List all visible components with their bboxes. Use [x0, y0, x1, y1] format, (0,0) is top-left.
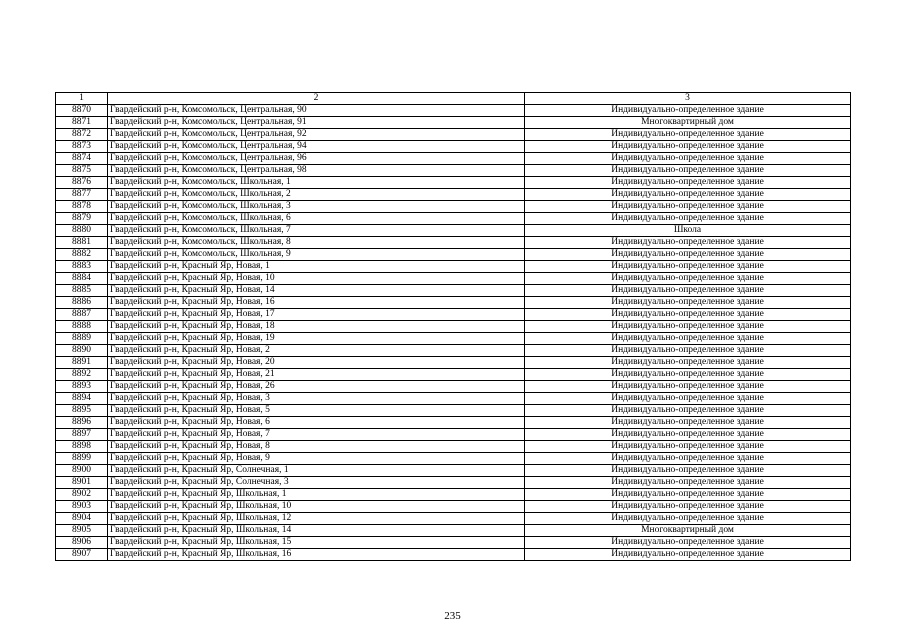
table-row — [56, 177, 851, 189]
object-type-cell: Индивидуально-определенное здание — [525, 513, 851, 525]
object-type-cell: Индивидуально-определенное здание — [525, 465, 851, 477]
table-row — [56, 465, 851, 477]
address-cell: Гвардейский р-н, Красный Яр, Новая, 9 — [108, 453, 525, 465]
address-cell: Гвардейский р-н, Красный Яр, Новая, 19 — [108, 333, 525, 345]
object-type-cell: Индивидуально-определенное здание — [525, 249, 851, 261]
address-cell: Гвардейский р-н, Красный Яр, Школьная, 1 — [108, 489, 525, 501]
object-type-cell: Индивидуально-определенное здание — [525, 453, 851, 465]
object-type-cell: Многоквартирный дом — [525, 117, 851, 129]
row-number-cell: 8886 — [56, 297, 108, 309]
address-cell: Гвардейский р-н, Комсомольск, Школьная, 9 — [108, 249, 525, 261]
object-type-cell: Индивидуально-определенное здание — [525, 489, 851, 501]
row-number-cell: 8892 — [56, 369, 108, 381]
table-row — [56, 165, 851, 177]
object-type-cell: Индивидуально-определенное здание — [525, 153, 851, 165]
row-number-cell: 8879 — [56, 213, 108, 225]
table-row — [56, 273, 851, 285]
row-number-cell: 8895 — [56, 405, 108, 417]
table-row — [56, 453, 851, 465]
object-type-cell: Индивидуально-определенное здание — [525, 477, 851, 489]
table-row — [56, 297, 851, 309]
object-type-cell: Индивидуально-определенное здание — [525, 417, 851, 429]
row-number-cell: 8876 — [56, 177, 108, 189]
page-number: 235 — [444, 610, 461, 622]
object-type-cell: Индивидуально-определенное здание — [525, 393, 851, 405]
address-cell: Гвардейский р-н, Красный Яр, Школьная, 15 — [108, 537, 525, 549]
object-type-cell: Индивидуально-определенное здание — [525, 273, 851, 285]
address-cell: Гвардейский р-н, Комсомольск, Школьная, 6 — [108, 213, 525, 225]
object-type-cell: Индивидуально-определенное здание — [525, 321, 851, 333]
row-number-cell: 8905 — [56, 525, 108, 537]
table-row — [56, 513, 851, 525]
object-type-cell: Индивидуально-определенное здание — [525, 189, 851, 201]
row-number-cell: 8880 — [56, 225, 108, 237]
address-cell: Гвардейский р-н, Комсомольск, Центральная, 96 — [108, 153, 525, 165]
row-number-cell: 8878 — [56, 201, 108, 213]
row-number-cell: 8881 — [56, 237, 108, 249]
row-number-cell: 8889 — [56, 333, 108, 345]
object-type-cell: Индивидуально-определенное здание — [525, 381, 851, 393]
address-cell: Гвардейский р-н, Красный Яр, Новая, 18 — [108, 321, 525, 333]
address-cell: Гвардейский р-н, Красный Яр, Новая, 2 — [108, 345, 525, 357]
object-type-cell: Индивидуально-определенное здание — [525, 285, 851, 297]
object-type-cell: Индивидуально-определенное здание — [525, 549, 851, 561]
object-type-cell: Индивидуально-определенное здание — [525, 237, 851, 249]
table-row — [56, 129, 851, 141]
row-number-cell: 8897 — [56, 429, 108, 441]
object-type-cell: Индивидуально-определенное здание — [525, 177, 851, 189]
address-cell: Гвардейский р-н, Красный Яр, Новая, 7 — [108, 429, 525, 441]
object-type-cell: Индивидуально-определенное здание — [525, 201, 851, 213]
address-cell: Гвардейский р-н, Комсомольск, Центральная, 91 — [108, 117, 525, 129]
address-cell: Гвардейский р-н, Комсомольск, Центральная, 90 — [108, 105, 525, 117]
row-number-cell: 8885 — [56, 285, 108, 297]
table-row — [56, 405, 851, 417]
table-row — [56, 393, 851, 405]
table-row — [56, 441, 851, 453]
row-number-cell: 8890 — [56, 345, 108, 357]
row-number-cell: 8904 — [56, 513, 108, 525]
address-cell: Гвардейский р-н, Красный Яр, Солнечная, 3 — [108, 477, 525, 489]
property-registry-table — [55, 92, 851, 561]
address-cell: Гвардейский р-н, Комсомольск, Центральная, 92 — [108, 129, 525, 141]
header-row — [56, 93, 851, 105]
address-cell: Гвардейский р-н, Красный Яр, Школьная, 14 — [108, 525, 525, 537]
row-number-cell: 8884 — [56, 273, 108, 285]
address-cell: Гвардейский р-н, Комсомольск, Школьная, 3 — [108, 201, 525, 213]
object-type-cell: Индивидуально-определенное здание — [525, 309, 851, 321]
address-cell: Гвардейский р-н, Комсомольск, Центральная, 94 — [108, 141, 525, 153]
row-number-cell: 8874 — [56, 153, 108, 165]
object-type-cell: Индивидуально-определенное здание — [525, 345, 851, 357]
table-row — [56, 261, 851, 273]
object-type-cell: Индивидуально-определенное здание — [525, 537, 851, 549]
table-body — [56, 105, 851, 561]
object-type-cell: Индивидуально-определенное здание — [525, 369, 851, 381]
row-number-cell: 8898 — [56, 441, 108, 453]
object-type-cell: Индивидуально-определенное здание — [525, 441, 851, 453]
table-row — [56, 321, 851, 333]
row-number-cell: 8882 — [56, 249, 108, 261]
row-number-cell: 8896 — [56, 417, 108, 429]
object-type-cell: Индивидуально-определенное здание — [525, 297, 851, 309]
header-col-1: 1 — [56, 93, 108, 105]
object-type-cell: Индивидуально-определенное здание — [525, 105, 851, 117]
table-row — [56, 345, 851, 357]
row-number-cell: 8870 — [56, 105, 108, 117]
table-row — [56, 501, 851, 513]
row-number-cell: 8899 — [56, 453, 108, 465]
address-cell: Гвардейский р-н, Красный Яр, Новая, 3 — [108, 393, 525, 405]
address-cell: Гвардейский р-н, Красный Яр, Новая, 20 — [108, 357, 525, 369]
row-number-cell: 8888 — [56, 321, 108, 333]
table-row — [56, 417, 851, 429]
address-cell: Гвардейский р-н, Красный Яр, Новая, 10 — [108, 273, 525, 285]
object-type-cell: Индивидуально-определенное здание — [525, 129, 851, 141]
row-number-cell: 8894 — [56, 393, 108, 405]
table-row — [56, 285, 851, 297]
row-number-cell: 8902 — [56, 489, 108, 501]
object-type-cell: Индивидуально-определенное здание — [525, 165, 851, 177]
object-type-cell: Индивидуально-определенное здание — [525, 357, 851, 369]
table-row — [56, 213, 851, 225]
table-row — [56, 201, 851, 213]
address-cell: Гвардейский р-н, Красный Яр, Новая, 5 — [108, 405, 525, 417]
object-type-cell: Индивидуально-определенное здание — [525, 501, 851, 513]
object-type-cell: Индивидуально-определенное здание — [525, 141, 851, 153]
address-cell: Гвардейский р-н, Комсомольск, Школьная, 8 — [108, 237, 525, 249]
table-row — [56, 333, 851, 345]
address-cell: Гвардейский р-н, Красный Яр, Новая, 6 — [108, 417, 525, 429]
row-number-cell: 8873 — [56, 141, 108, 153]
object-type-cell: Индивидуально-определенное здание — [525, 405, 851, 417]
row-number-cell: 8877 — [56, 189, 108, 201]
table-row — [56, 537, 851, 549]
object-type-cell: Многоквартирный дом — [525, 525, 851, 537]
row-number-cell: 8903 — [56, 501, 108, 513]
address-cell: Гвардейский р-н, Красный Яр, Новая, 17 — [108, 309, 525, 321]
object-type-cell: Индивидуально-определенное здание — [525, 429, 851, 441]
object-type-cell: Школа — [525, 225, 851, 237]
table-row — [56, 249, 851, 261]
table-row — [56, 309, 851, 321]
table-row — [56, 237, 851, 249]
table-row — [56, 105, 851, 117]
address-cell: Гвардейский р-н, Красный Яр, Новая, 14 — [108, 285, 525, 297]
table-row — [56, 189, 851, 201]
table-row — [56, 141, 851, 153]
address-cell: Гвардейский р-н, Комсомольск, Школьная, 1 — [108, 177, 525, 189]
table-row — [56, 225, 851, 237]
table-row — [56, 489, 851, 501]
object-type-cell: Индивидуально-определенное здание — [525, 261, 851, 273]
row-number-cell: 8907 — [56, 549, 108, 561]
table-row — [56, 429, 851, 441]
address-cell: Гвардейский р-н, Красный Яр, Школьная, 12 — [108, 513, 525, 525]
header-col-3: 3 — [525, 93, 851, 105]
row-number-cell: 8887 — [56, 309, 108, 321]
table-row — [56, 549, 851, 561]
table-row — [56, 369, 851, 381]
row-number-cell: 8891 — [56, 357, 108, 369]
table-row — [56, 117, 851, 129]
address-cell: Гвардейский р-н, Красный Яр, Новая, 8 — [108, 441, 525, 453]
table-row — [56, 477, 851, 489]
table-row — [56, 153, 851, 165]
row-number-cell: 8883 — [56, 261, 108, 273]
row-number-cell: 8871 — [56, 117, 108, 129]
row-number-cell: 8900 — [56, 465, 108, 477]
address-cell: Гвардейский р-н, Красный Яр, Школьная, 10 — [108, 501, 525, 513]
row-number-cell: 8872 — [56, 129, 108, 141]
row-number-cell: 8906 — [56, 537, 108, 549]
address-cell: Гвардейский р-н, Комсомольск, Школьная, 7 — [108, 225, 525, 237]
address-cell: Гвардейский р-н, Красный Яр, Солнечная, 1 — [108, 465, 525, 477]
row-number-cell: 8901 — [56, 477, 108, 489]
address-cell: Гвардейский р-н, Комсомольск, Школьная, 2 — [108, 189, 525, 201]
object-type-cell: Индивидуально-определенное здание — [525, 333, 851, 345]
table-header — [56, 93, 851, 105]
address-cell: Гвардейский р-н, Красный Яр, Новая, 1 — [108, 261, 525, 273]
address-cell: Гвардейский р-н, Красный Яр, Новая, 26 — [108, 381, 525, 393]
address-cell: Гвардейский р-н, Красный Яр, Школьная, 16 — [108, 549, 525, 561]
table-row — [56, 357, 851, 369]
table-row — [56, 525, 851, 537]
address-cell: Гвардейский р-н, Красный Яр, Новая, 21 — [108, 369, 525, 381]
row-number-cell: 8875 — [56, 165, 108, 177]
row-number-cell: 8893 — [56, 381, 108, 393]
header-col-2: 2 — [108, 93, 525, 105]
address-cell: Гвардейский р-н, Комсомольск, Центральная, 98 — [108, 165, 525, 177]
address-cell: Гвардейский р-н, Красный Яр, Новая, 16 — [108, 297, 525, 309]
object-type-cell: Индивидуально-определенное здание — [525, 213, 851, 225]
table-row — [56, 381, 851, 393]
